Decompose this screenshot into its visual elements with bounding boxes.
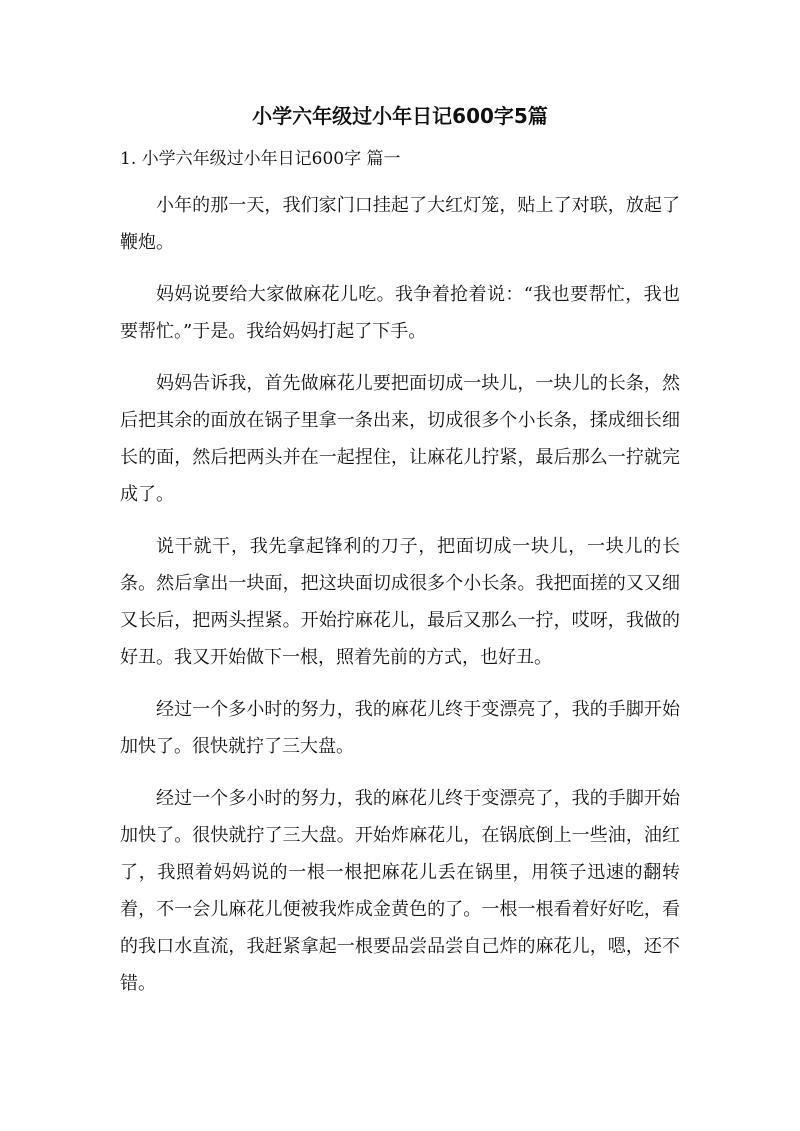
paragraph-2: 妈妈说要给大家做麻花儿吃。我争着抢着说：“我也要帮忙，我也要帮忙。”于是。我给妈妈打起了下手。 — [120, 284, 680, 342]
body-text — [120, 187, 680, 1017]
section-heading: 1. 小学六年级过小年日记600字 篇一 — [120, 149, 401, 169]
paragraph-4: 说干就干，我先拿起锋利的刀子，把面切成一块儿，一块儿的长条。然后拿出一块面，把这块面切成很多个小长条。我把面搓的又又细又长后，把两头捏紧。开始拧麻花儿，最后又那么一拧，哎呀，我做的好丑。我又开始做下一根，照着先前的方式，也好丑。 — [120, 536, 680, 668]
document-title: 小学六年级过小年日记600字5篇 — [252, 104, 548, 128]
paragraph-1: 小年的那一天，我们家门口挂起了大红灯笼，贴上了对联，放起了鞭炮。 — [120, 195, 680, 253]
paragraph-6: 经过一个多小时的努力，我的麻花儿终于变漂亮了，我的手脚开始加快了。很快就拧了三大盘。开始炸麻花儿，在锅底倒上一些油，油红了，我照着妈妈说的一根一根把麻花儿丢在锅里，用筷子迅速的翻转着，不一会儿麻花儿便被我炸成金黄色的了。一根一根看着好好吃，看的我口水直流，我赶紧拿起一根要品尝品尝自己炸的麻花儿，嗯，还不错。 — [120, 788, 680, 994]
paragraph-3: 妈妈告诉我，首先做麻花儿要把面切成一块儿，一块儿的长条，然后把其余的面放在锅子里拿一条出来，切成很多个小长条，揉成细长细长的面，然后把两头并在一起捏住，让麻花儿拧紧，最后那么一拧就完成了。 — [120, 373, 680, 505]
paragraph-5: 经过一个多小时的努力，我的麻花儿终于变漂亮了，我的手脚开始加快了。很快就拧了三大盘。 — [120, 699, 680, 757]
